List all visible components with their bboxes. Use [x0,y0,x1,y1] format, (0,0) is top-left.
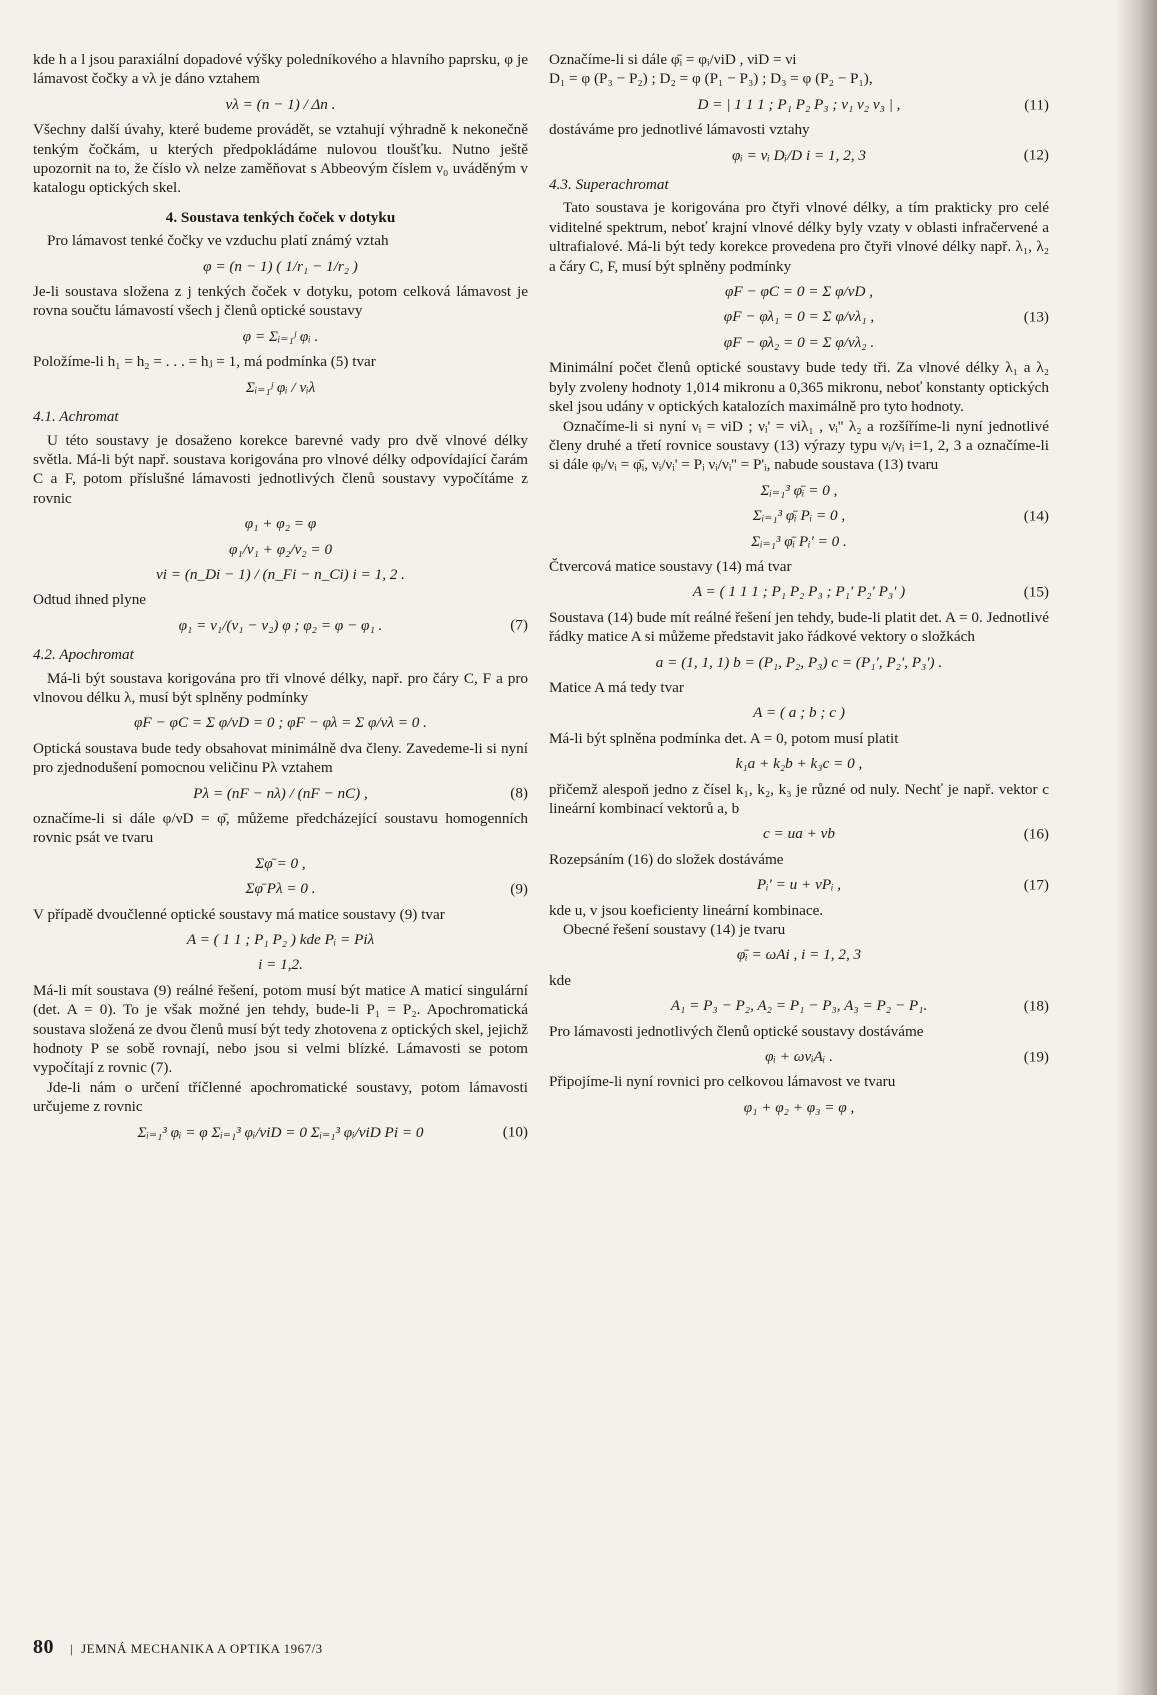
paragraph: Jde-li nám o určení tříčlenné apochromatické soustavy, potom lámavosti určujeme z rovnic [33,1078,528,1116]
equation-text: A₁ = P₃ − P₂, A₂ = P₁ − P₃, A₃ = P₂ − P₁. [670,997,928,1015]
equation-text: φᵢ + ωνᵢAᵢ . [765,1048,833,1066]
equation [33,784,528,803]
equation-number: (11) [1024,95,1049,113]
equation [33,713,528,732]
equation [549,996,1049,1015]
paragraph: Má-li být soustava korigována pro tři vlnové délky, např. pro čáry C, F a pro vlnovou délku λ, musí být splněny podmínky [33,669,528,706]
paragraph: Všechny další úvahy, které budeme provádět, se vztahují výhradně k nekonečně tenkým čočkám, u kterých předpokládáme nulovou tloušťku. Nutno ještě upozornit na to, že číslo νλ nelze zaměňovat s Abbeovým číslem ν₀ uváděným v katalogu optických skel. [33,121,528,197]
equation-number: (10) [502,1123,528,1141]
paragraph: dostáváme pro jednotlivé lámavosti vztahy [549,121,810,139]
equation [549,945,1049,964]
equation-text: D = | 1 1 1 ; P₁ P₂ P₃ ; ν₁ ν₂ ν₃ | , [697,95,901,113]
equation-number: (14) [1023,507,1049,525]
paragraph: označíme-li si dále φ/νD = φ̄, můžeme předcházející soustavu homogenních rovnic psát ve tvaru [33,810,528,847]
equation [549,506,1049,525]
equation-number: (18) [1023,997,1049,1015]
equation-number: (8) [510,784,528,802]
equation [33,565,528,584]
paragraph: Označíme-li si nyní νᵢ = νiD ; νᵢ' = νiλ₁ , νᵢ'' λ₂ a rozšíříme-li nyní jednotlivé členy druhé a třetí rovnice soustavy (13) výrazy typu νᵢ/νᵢ i=1, 2, 3 a označíme-li si dále φᵢ/νᵢ = φ̄ᵢ, νᵢ/νᵢ' = Pᵢ νᵢ/νᵢ'' = P'ᵢ, nabude soustava (13) tvaru [549,417,1049,474]
equation-text: Σφ̄ Pλ = 0 . [245,880,316,898]
equation-text: φᵢ = νᵢ Dᵢ/D i = 1, 2, 3 [732,146,866,164]
equation [33,1123,528,1142]
equation [549,307,1049,326]
equation [33,514,528,533]
paragraph: Soustava (14) bude mít reálné řešení jen tehdy, bude-li platit det. A = 0. Jednotlivé řádky matice A si můžeme představit jako řádkové vektory o složkách [549,608,1049,646]
equation-text: A = ( 1 1 1 ; P₁ P₂ P₃ ; P₁' P₂' P₃' ) [692,583,906,601]
equation-text: νλ = (n − 1) / Δn . [225,95,336,113]
page-footer [33,1638,323,1658]
left-column [33,50,528,1148]
equation-text: φF − φλ₂ = 0 = Σ φ/νλ₂ . [723,333,875,351]
equation-text: A = ( a ; b ; c ) [753,704,845,722]
equation-number: (13) [1023,308,1049,326]
section-heading: 4. Soustava tenkých čoček v dotyku [165,208,396,226]
equation-text: φ = Σᵢ₌₁ʲ φᵢ . [242,327,319,345]
equation [549,532,1049,551]
equation-number: (19) [1023,1048,1049,1066]
paragraph: Rozepsáním (16) do složek dostáváme [549,850,784,868]
paragraph: V případě dvoučlenné optické soustavy má matice soustavy (9) tvar [33,905,445,923]
equation [549,875,1049,894]
equation-text: k₁a + k₂b + k₃c = 0 , [735,755,863,773]
equation-text: φ̄ᵢ = ωAi , i = 1, 2, 3 [736,946,862,964]
equation-text: φF − φC = 0 = Σ φ/νD , [724,283,874,301]
equation [33,879,528,898]
paragraph: Označíme-li si dále φ̄ᵢ = φᵢ/νiD , νiD = νi [549,51,797,68]
paragraph: Tato soustava je korigována pro čtyři vlnové délky, a tím prakticky pro celé viditelné spektrum, neboť krajní vlnové délky byly vzaty v oblasti infračervené a ultrafialové. Má-li být tedy korekce provedena pro čtyři vlnové délky např. λ₁, λ₂ a čáry C, F, musí být splněny podmínky [549,199,1049,275]
paragraph: D₁ = φ (P₃ − P₂) ; D₂ = φ (P₁ − P₃) ; D₃ = φ (P₂ − P₁), [549,70,873,88]
equation [549,582,1049,601]
equation [33,327,528,346]
subsection-heading: 4.3. Superachromat [549,176,669,194]
equation [549,146,1049,165]
equation [33,930,528,949]
paragraph: Pro lámavost tenké čočky ve vzduchu platí známý vztah [47,232,389,250]
paragraph: Čtvercová matice soustavy (14) má tvar [549,557,792,575]
paragraph: Optická soustava bude tedy obsahovat minimálně dva členy. Zavedeme-li si nyní pro zjednodušení pomocnou veličinu Pλ vztahem [33,739,528,777]
paragraph: Odtud ihned plyne [33,591,147,609]
equation [549,333,1049,352]
equation-number: (12) [1023,146,1049,164]
paragraph: kde h a l jsou paraxiální dopadové výšky poledníkového a hlavního paprsku, φ je lámavost čočky a νλ je dáno vztahem [33,51,528,88]
equation-text: Σᵢ₌₁³ φᵢ = φ Σᵢ₌₁³ φᵢ/νiD = 0 Σᵢ₌₁³ φᵢ/νiD Pi = 0 [137,1123,424,1141]
equation-number: (9) [510,880,528,898]
paragraph: kde u, v jsou koeficienty lineární kombinace. [549,901,824,919]
equation-text: Σᵢ₌₁³ φ̄ᵢ = 0 , [760,481,838,499]
equation [33,955,528,974]
equation-text: Pλ = (nF − nλ) / (nF − nC) , [193,784,368,802]
right-column [549,50,1049,1123]
equation-text: Σᵢ₌₁³ φ̄ᵢ Pᵢ = 0 , [752,507,846,525]
equation-text: i = 1,2. [258,956,303,974]
equation-number: (15) [1023,583,1049,601]
equation [549,754,1049,773]
paragraph: Má-li mít soustava (9) reálné řešení, potom musí být matice A maticí singulární (det. A = 0). To je však možné jen tehdy, bude-li P₁ = P₂. Apochromatická soustava složená ze dvou členů musí být tedy zhotovena z optických skel, jejichž hodnoty P se sobě rovnají, nebo jsou si velmi blízké. Lámavosti se potom vypočítají z rovnic (7). [33,981,528,1077]
footer-separator: | [70,1641,74,1656]
paragraph: Pro lámavosti jednotlivých členů optické soustavy dostáváme [549,1022,924,1040]
equation [549,282,1049,301]
page-gutter-shadow [1115,0,1157,1695]
equation [549,824,1049,843]
equation-text: φ₁/ν₁ + φ₂/ν₂ = 0 [228,540,333,558]
equation-number: (17) [1023,876,1049,894]
equation-text: a = (1, 1, 1) b = (P₁, P₂, P₃) c = (P₁', P₂', P₃') . [655,653,943,671]
paragraph: U této soustavy je dosaženo korekce barevné vady pro dvě vlnové délky světla. Má-li být např. soustava korigována pro vlnové délky odpovídající čarám C a F, potom příslušné lámavosti jednotlivých členů soustavy vypočítáme z rovnic [33,431,528,507]
paragraph: Má-li být splněna podmínka det. A = 0, potom musí platit [549,729,899,747]
equation [33,378,528,397]
equation-text: c = ua + vb [763,825,835,843]
equation [549,1098,1049,1117]
equation-number: (7) [510,616,528,634]
equation-text: φ = (n − 1) ( 1/r₁ − 1/r₂ ) [203,257,358,275]
equation-text: φF − φλ₁ = 0 = Σ φ/νλ₁ , [723,308,875,326]
paragraph: přičemž alespoň jedno z čísel k₁, k₂, k₃ je různé od nuly. Nechť je např. vektor c lineární kombinací vektorů a, b [549,780,1049,817]
equation [33,257,528,276]
subsection-heading: 4.1. Achromat [33,408,119,426]
equation-number: (16) [1023,825,1049,843]
journal-name: JEMNÁ MECHANIKA A OPTIKA 1967/3 [81,1641,323,1656]
equation-text: φ₁ + φ₂ + φ₃ = φ , [743,1098,855,1116]
equation-text: A = ( 1 1 ; P₁ P₂ ) kde Pᵢ = Piλ [186,931,375,949]
subsection-heading: 4.2. Apochromat [33,646,134,664]
equation [549,95,1049,114]
paragraph: Připojíme-li nyní rovnici pro celkovou lámavost ve tvaru [549,1073,896,1091]
page-number: 80 [33,1636,54,1658]
paragraph: Obecné řešení soustavy (14) je tvaru [563,921,786,939]
equation [549,653,1049,672]
equation-text: νi = (n_Di − 1) / (n_Fi − n_Ci) i = 1, 2 . [156,565,405,583]
equation-text: Pᵢ' = u + vPᵢ , [756,876,842,894]
paragraph: Je-li soustava složena z j tenkých čoček v dotyku, potom celková lámavost je rovna součtu lámavostí všech j členů optické soustavy [33,283,528,320]
equation [33,540,528,559]
paragraph: Minimální počet členů optické soustavy bude tedy tři. Za vlnové délky λ₁ a λ₂ byly zvoleny hodnoty 1,014 mikronu a 0,365 mikronu, neboť konstanty optických skel jsou udány v optických katalozích maximálně pro tyto hodnoty. [549,359,1049,416]
equation [33,854,528,873]
equation-text: Σφ̄ = 0 , [255,854,306,872]
equation [33,616,528,635]
equation [549,481,1049,500]
equation [549,1047,1049,1066]
equation-text: φ₁ + φ₂ = φ [244,515,317,533]
equation-text: φ₁ = ν₁/(ν₁ − ν₂) φ ; φ₂ = φ − φ₁ . [178,616,383,634]
paragraph: kde [549,971,571,989]
paragraph: Položíme-li h₁ = h₂ = . . . = hⱼ = 1, má podmínka (5) tvar [33,353,376,371]
equation [549,703,1049,722]
equation-text: φF − φC = Σ φ/νD = 0 ; φF − φλ = Σ φ/νλ = 0 . [134,714,427,732]
equation [33,95,528,114]
equation-text: Σᵢ₌₁³ φ̄ᵢ Pᵢ' = 0 . [751,532,847,550]
paragraph: Matice A má tedy tvar [549,678,684,696]
equation-text: Σᵢ₌₁ʲ φᵢ / νᵢλ [245,378,316,396]
